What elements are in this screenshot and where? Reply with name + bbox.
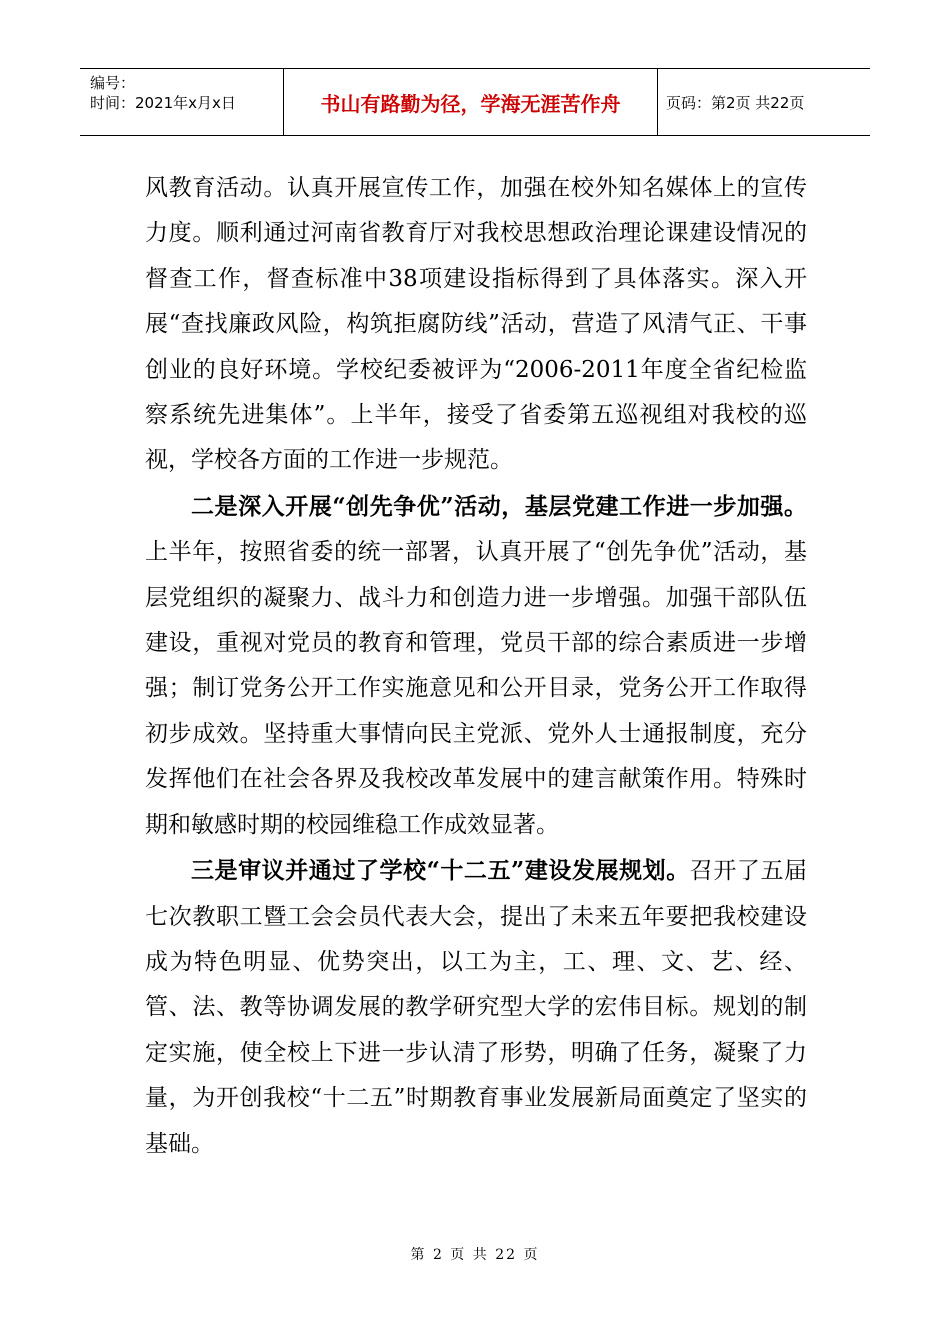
body-paragraph-3 <box>145 848 807 1167</box>
document-header <box>80 68 870 136</box>
header-meta-cell <box>80 69 284 135</box>
page-footer: 第 2 页 共 22 页 <box>410 1247 540 1263</box>
paragraph-2-heading: 二是深入开展“创先争优”活动，基层党建工作进一步加强。 <box>191 492 807 520</box>
header-page-info: 页码：第2页 共22页 <box>666 93 805 112</box>
body-paragraph-1: 风教育活动。认真开展宣传工作，加强在校外知名媒体上的宣传力度。顺利通过河南省教育厅对我校思想政治理论课建设情况的督查工作，督查标准中38项建设指标得到了具体落实。深入开展“查找廉政风险，构筑拒腐防线”活动，营造了风清气正、干事创业的良好环境。学校纪委被评为“2006-2011年度全省纪检监察系统先进集体”。上半年，接受了省委第五巡视组对我校的巡视，学校各方面的工作进一步规范。 <box>145 175 807 474</box>
paragraph-3-text: 召开了五届七次教职工暨工会会员代表大会，提出了未来五年要把我校建设成为特色明显、优势突出，以工为主，工、理、文、艺、经、管、法、教等协调发展的教学研究型大学的宏伟目标。规划的制定实施，使全校上下进一步认清了形势，明确了任务，凝聚了力量，为开创我校“十二五”时期教育事业发展新局面奠定了坚实的基础。 <box>145 858 808 1157</box>
document-body <box>145 166 807 1167</box>
paragraph-2-text: 上半年，按照省委的统一部署，认真开展了“创先争优”活动，基层党组织的凝聚力、战斗力和创造力进一步增强。加强干部队伍建设，重视对党员的教育和管理，党员干部的综合素质进一步增强；制订党务公开工作实施意见和公开目录，党务公开工作取得初步成效。坚持重大事情向民主党派、党外人士通报制度，充分发挥他们在社会各界及我校改革发展中的建言献策作用。特殊时期和敏感时期的校园维稳工作成效显著。 <box>145 539 807 838</box>
paragraph-3-heading: 三是审议并通过了学校“十二五”建设发展规划。 <box>191 857 690 885</box>
document-number-label: 编号： <box>90 74 136 92</box>
body-paragraph-2 <box>145 484 807 848</box>
header-motto: 书山有路勤为径，学海无涯苦作舟 <box>284 69 658 135</box>
document-date-label: 时间：2021年x月x日 <box>90 94 236 112</box>
